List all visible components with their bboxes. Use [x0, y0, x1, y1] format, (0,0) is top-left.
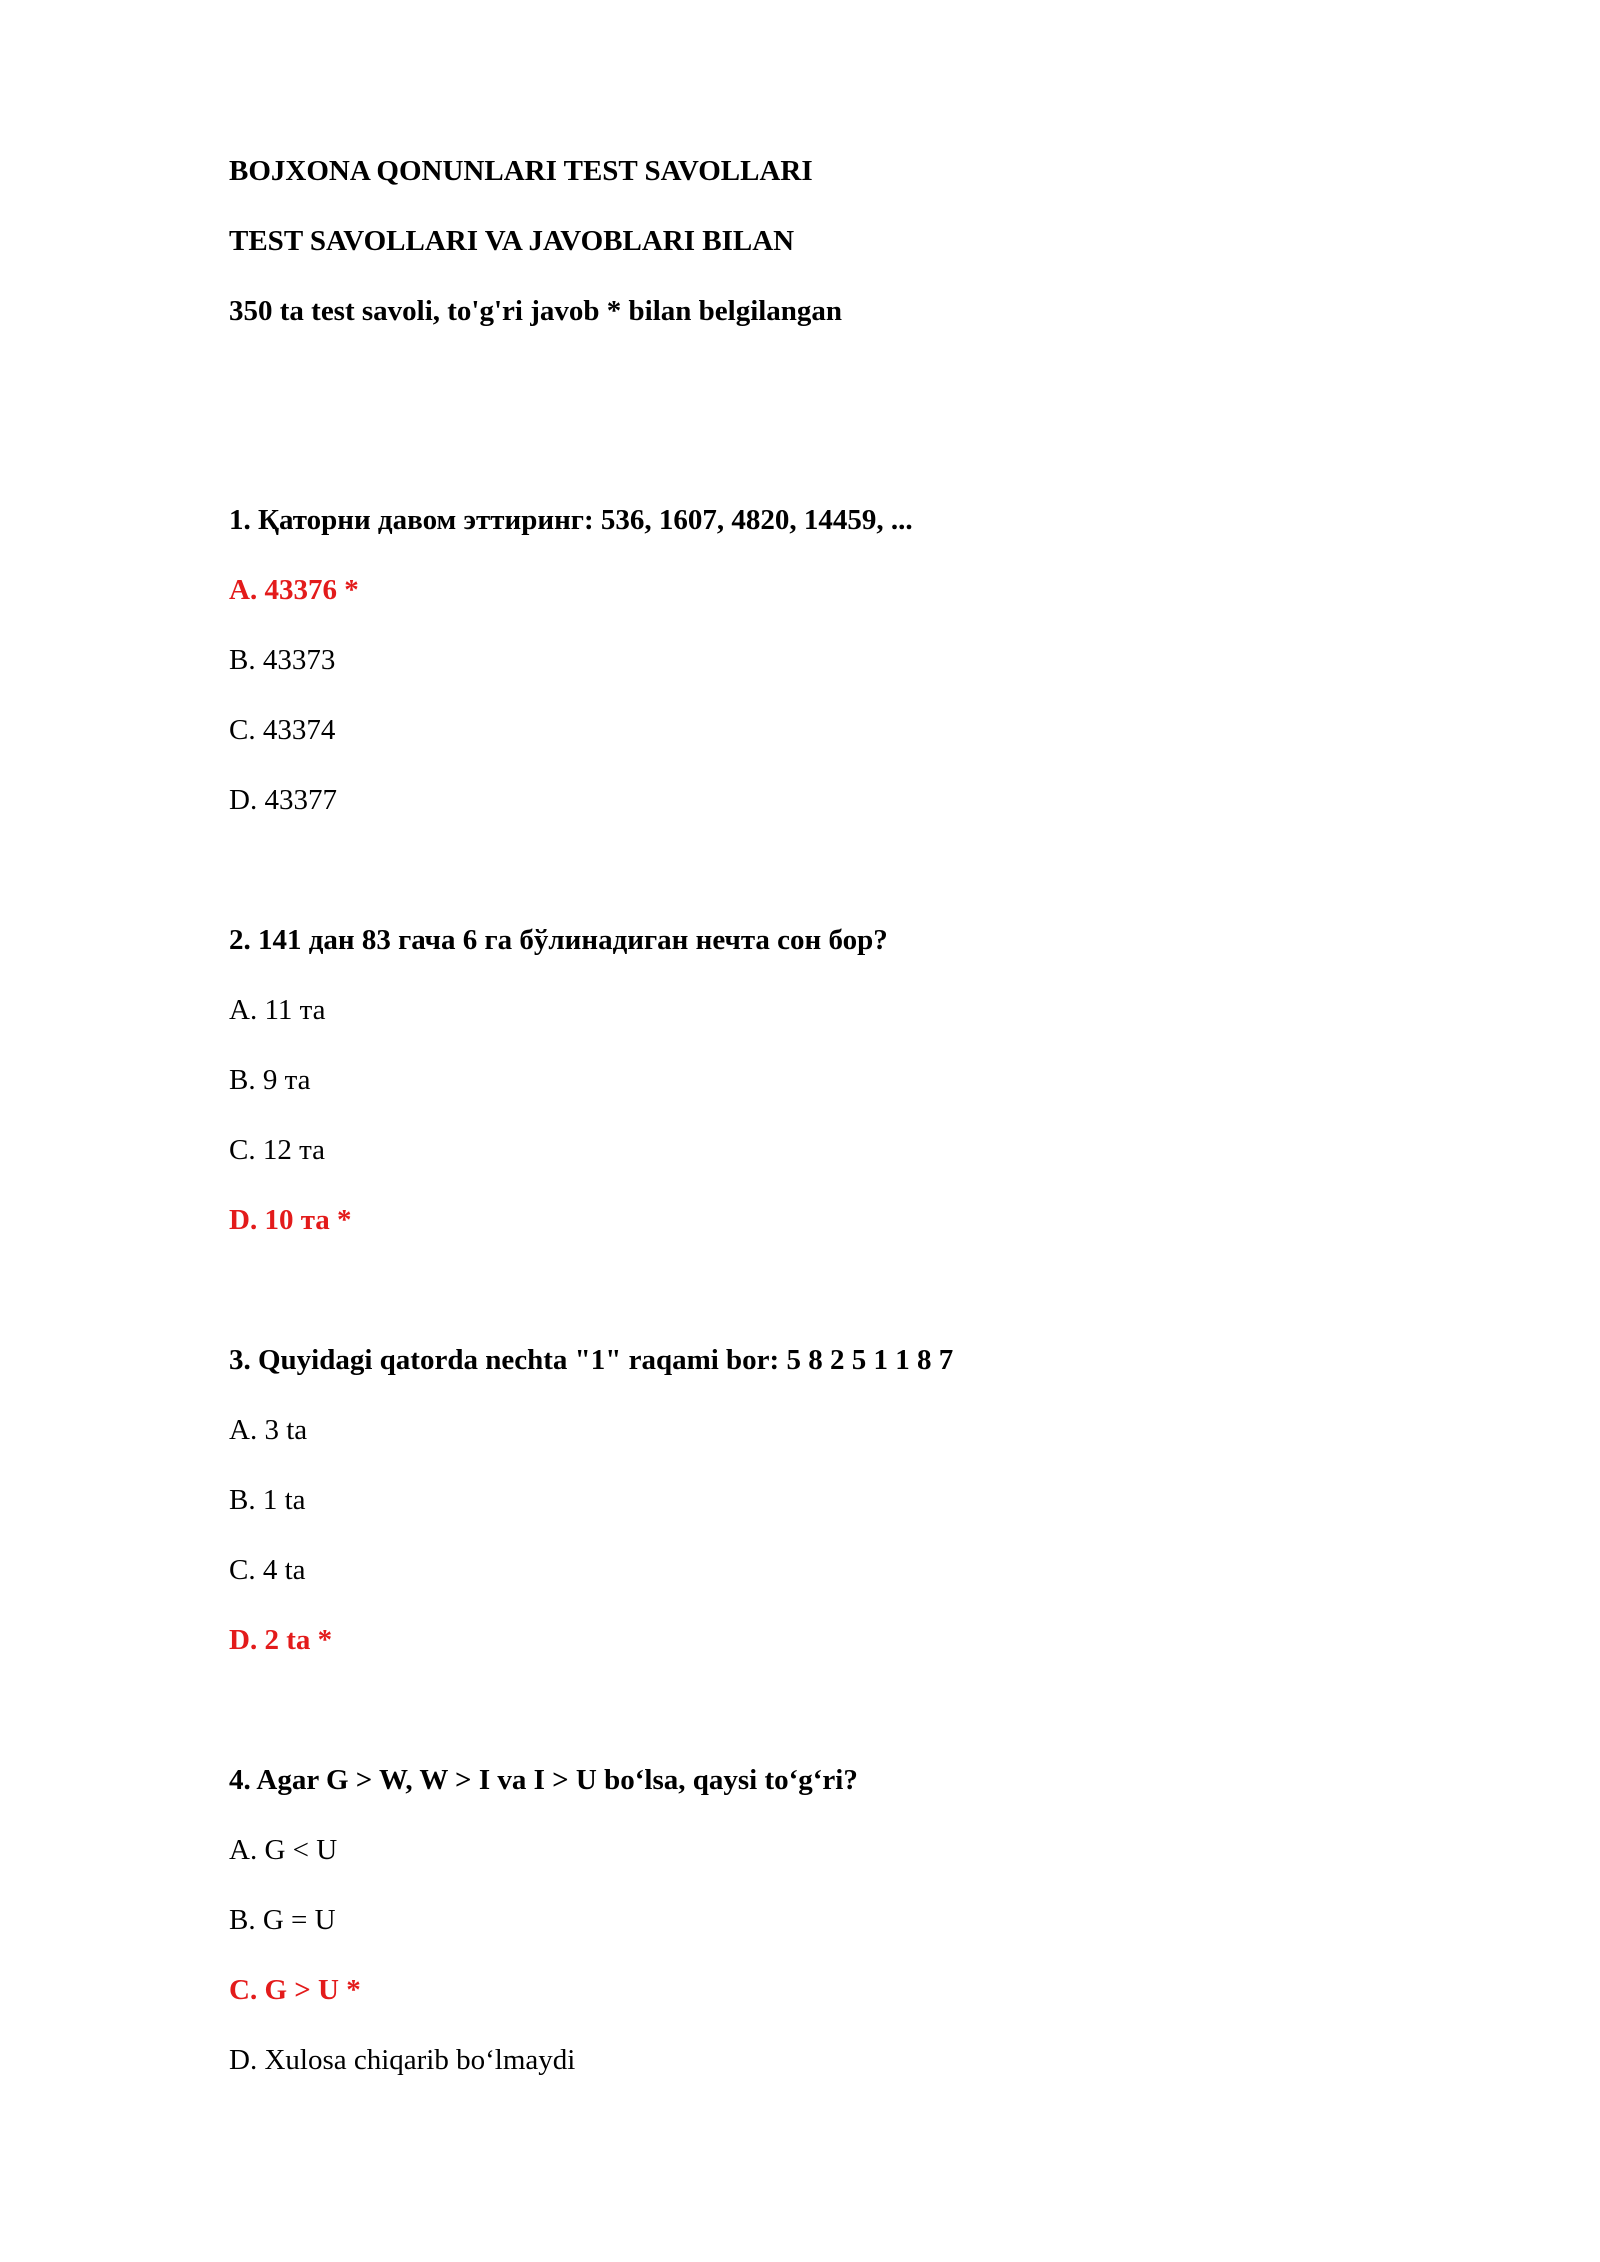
question-3-option-a: A. 3 ta	[229, 1414, 308, 1446]
question-3-option-c: C. 4 ta	[229, 1554, 306, 1586]
document-title: BOJXONA QONUNLARI TEST SAVOLLARI	[229, 155, 813, 187]
question-2-option-d: D. 10 та *	[229, 1204, 352, 1236]
question-1-option-b: B. 43373	[229, 644, 336, 676]
question-1-option-c: C. 43374	[229, 714, 336, 746]
question-2-option-c: C. 12 та	[229, 1134, 325, 1166]
question-4-option-b: B. G = U	[229, 1904, 336, 1936]
question-4-option-d: D. Xulosa chiqarib bo‘lmaydi	[229, 2044, 576, 2076]
document-note: 350 ta test savoli, to'g'ri javob * bilan belgilangan	[229, 295, 843, 327]
question-3-option-b: B. 1 ta	[229, 1484, 306, 1516]
question-2-text: 2. 141 дан 83 гача 6 га бўлинадиган нечта сон бор?	[229, 924, 888, 956]
question-3-option-d: D. 2 ta *	[229, 1624, 333, 1656]
question-1-option-a: A. 43376 *	[229, 574, 359, 606]
question-4-option-a: A. G < U	[229, 1834, 338, 1866]
question-1-option-d: D. 43377	[229, 784, 337, 816]
question-3-text: 3. Quyidagi qatorda nechta "1" raqami bor: 5 8 2 5 1 1 8 7	[229, 1344, 954, 1376]
question-4-option-c: C. G > U *	[229, 1974, 361, 2006]
document-subtitle: TEST SAVOLLARI VA JAVOBLARI BILAN	[229, 225, 795, 257]
question-1-text: 1. Қаторни давом эттиринг: 536, 1607, 4820, 14459, ...	[229, 504, 913, 536]
question-2-option-a: A. 11 та	[229, 994, 326, 1026]
question-2-option-b: B. 9 та	[229, 1064, 311, 1096]
question-4-text: 4. Agar G > W, W > I va I > U bo‘lsa, qaysi to‘g‘ri?	[229, 1764, 858, 1796]
